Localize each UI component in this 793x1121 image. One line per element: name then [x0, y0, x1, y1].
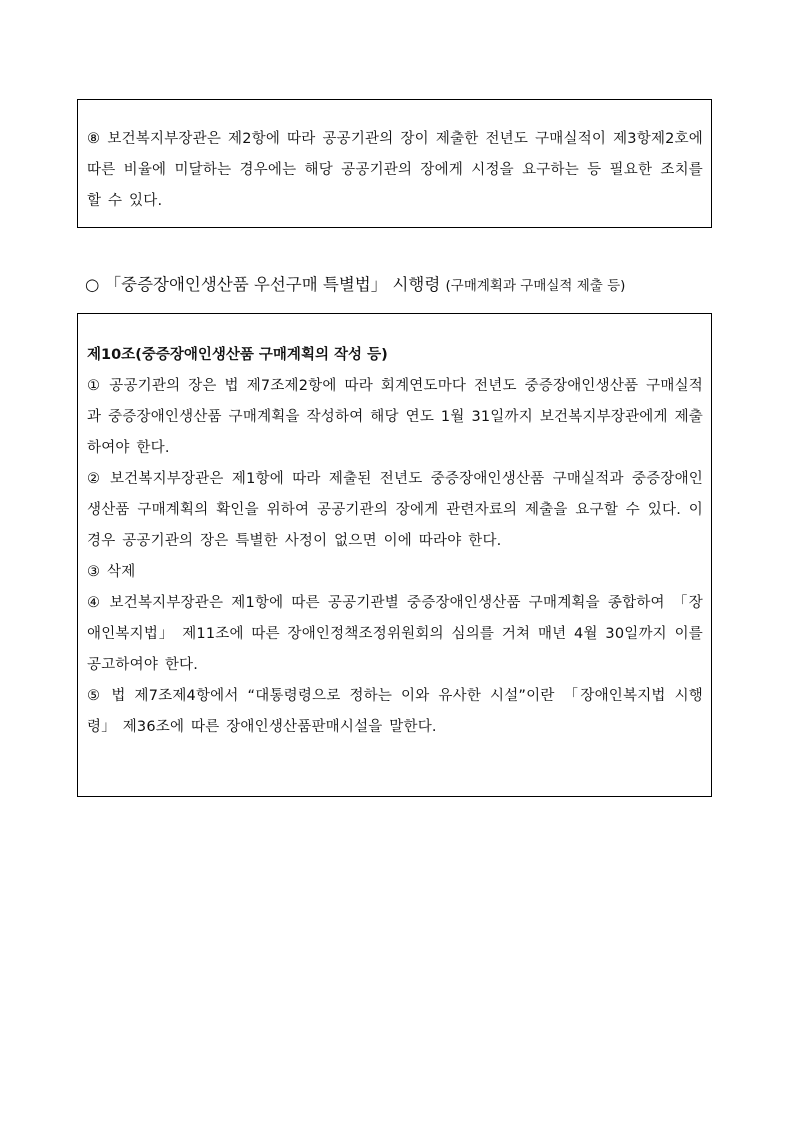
- section-heading: [85, 270, 715, 301]
- article-10-paragraph-5: ⑤ 법 제7조제4항에서 “대통령령으로 정하는 이와 유사한 시설”이란 「장애인복지법 시행령」 제36조에 따른 장애인생산품판매시설을 말한다.: [87, 688, 703, 735]
- article-10-paragraph-1: ① 공공기관의 장은 법 제7조제2항에 따라 회계연도마다 전년도 중증장애인생산품 구매실적과 중증장애인생산품 구매계획을 작성하여 해당 연도 1월 31일까지 보건복지부장관에게 제출하여야 한다.: [87, 378, 703, 456]
- article-10-box: [77, 313, 712, 797]
- article-10-paragraph-2: ② 보건복지부장관은 제1항에 따라 제출된 전년도 중증장애인생산품 구매실적과 중증장애인생산품 구매계획의 확인을 위하여 공공기관의 장에게 관련자료의 제출을 요구할 수 있다. 이 경우 공공기관의 장은 특별한 사정이 없으면 이에 따라야 한다.: [87, 471, 703, 549]
- article-10-paragraph-4: ④ 보건복지부장관은 제1항에 따른 공공기관별 중증장애인생산품 구매계획을 종합하여 「장애인복지법」 제11조에 따른 장애인정책조정위원회의 심의를 거쳐 매년 4월 30일까지 이를 공고하여야 한다.: [87, 595, 703, 673]
- section-heading-subtitle: (구매계획과 구매실적 제출 등): [445, 278, 626, 294]
- section-heading-title: ○ 「중증장애인생산품 우선구매 특별법」 시행령: [85, 275, 441, 294]
- article-10-paragraph-3: ③ 삭제: [87, 564, 136, 580]
- article-10-title: 제10조(중증장애인생산품 구매계획의 작성 등): [87, 347, 388, 363]
- paragraph-8-text: ⑧ 보건복지부장관은 제2항에 따라 공공기관의 장이 제출한 전년도 구매실적이 제3항제2호에 따른 비율에 미달하는 경우에는 해당 공공기관의 장에게 시정을 요구하는 등 필요한 조치를 할 수 있다.: [87, 131, 703, 209]
- paragraph-8-box: [77, 99, 712, 228]
